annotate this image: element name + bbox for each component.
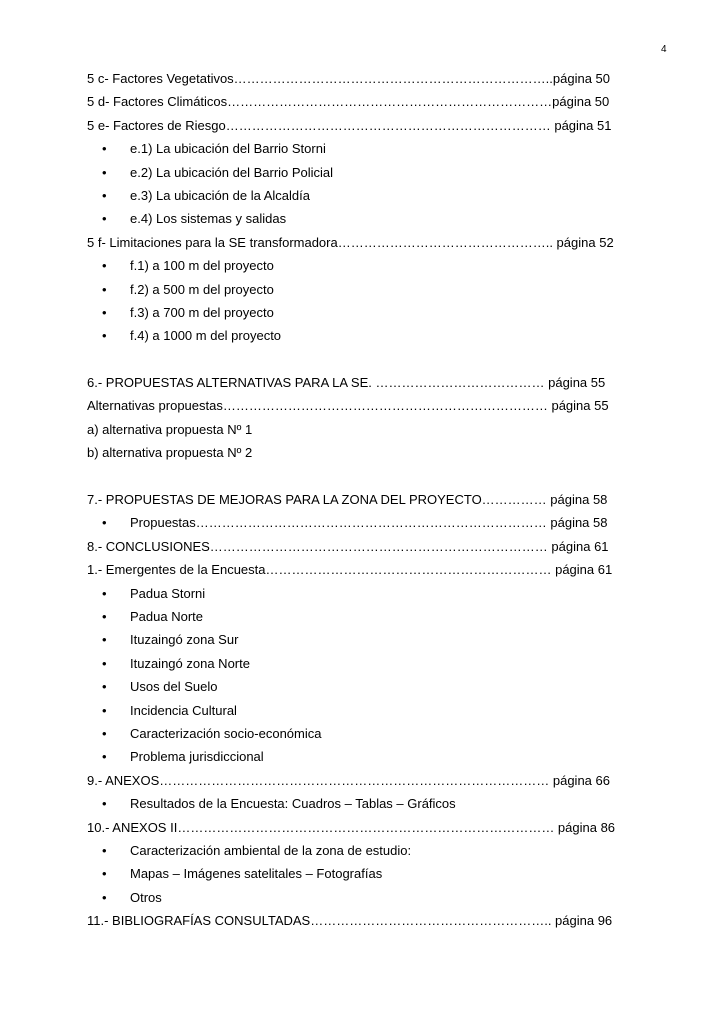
bullet-icon (102, 839, 130, 862)
toc-subitem (87, 862, 632, 885)
bullet-icon (102, 184, 130, 207)
bullet-icon (102, 301, 130, 324)
toc-subitem-text: f.3) a 700 m del proyecto (130, 304, 274, 320)
toc-entry: 9.- ANEXOS……………………………………………………………………………… página 66 (87, 772, 610, 788)
bullet-icon (102, 605, 130, 628)
toc-entry: 5 e- Factores de Riesgo………………………………………………………………… página 51 (87, 117, 612, 133)
bullet-icon (102, 745, 130, 768)
bullet-icon (102, 207, 130, 230)
toc-subitem (87, 652, 632, 675)
toc-subitem-text: f.2) a 500 m del proyecto (130, 281, 274, 297)
toc-subitem (87, 184, 632, 207)
toc-subitem (87, 511, 632, 534)
toc-subitem (87, 792, 632, 815)
toc-subitem (87, 628, 632, 651)
bullet-icon (102, 699, 130, 722)
bullet-icon (102, 161, 130, 184)
bullet-icon (102, 137, 130, 160)
toc-subitem (87, 699, 632, 722)
toc-subitem-text: Padua Storni (130, 585, 206, 601)
page-number: 4 (661, 44, 667, 55)
toc-subitem (87, 839, 632, 862)
toc-subitem-text: Ituzaingó zona Norte (130, 655, 250, 671)
toc-subitem-text: Mapas – Imágenes satelitales – Fotografías (130, 866, 383, 882)
toc-entry: b) alternativa propuesta Nº 2 (87, 445, 253, 461)
toc-subitem (87, 582, 632, 605)
toc-subitem-text: e.3) La ubicación de la Alcaldía (130, 187, 310, 203)
bullet-icon (102, 652, 130, 675)
bullet-icon (102, 511, 130, 534)
spacer (87, 348, 632, 371)
toc-subitem-text: e.2) La ubicación del Barrio Policial (130, 164, 334, 180)
toc-entry: 8.- CONCLUSIONES…………………………………………………………………… página 61 (87, 538, 609, 554)
toc-subitem-text: f.1) a 100 m del proyecto (130, 258, 274, 274)
toc-entry: 6.- PROPUESTAS ALTERNATIVAS PARA LA SE. ………………………………… página 55 (87, 375, 606, 391)
toc-subitem (87, 278, 632, 301)
bullet-icon (102, 254, 130, 277)
bullet-icon (102, 324, 130, 347)
bullet-icon (102, 675, 130, 698)
toc-subitem-text: Propuestas……………………………………………………………………… página 58 (130, 515, 608, 531)
toc-subitem (87, 137, 632, 160)
toc-subitem-text: Incidencia Cultural (130, 702, 237, 718)
toc-entry: 10.- ANEXOS II…………………………………………………………………………… página 86 (87, 819, 616, 835)
bullet-icon (102, 792, 130, 815)
toc-entry: 1.- Emergentes de la Encuesta………………………………………………………… página 61 (87, 562, 613, 578)
toc-subitem-text: Ituzaingó zona Sur (130, 632, 239, 648)
toc-subitem (87, 886, 632, 909)
toc-subitem (87, 301, 632, 324)
toc-subitem-text: Caracterización ambiental de la zona de estudio: (130, 842, 412, 858)
bullet-icon (102, 886, 130, 909)
toc-entry: 5 c- Factores Vegetativos………………………………………………………………..página 50 (87, 71, 611, 86)
toc-subitem-text: Problema jurisdiccional (130, 749, 264, 765)
toc-subitem-text: Padua Norte (130, 608, 203, 624)
toc-subitem (87, 207, 632, 230)
toc-subitem-text: Otros (130, 889, 162, 905)
toc-subitem-text: f.4) a 1000 m del proyecto (130, 328, 282, 344)
bullet-icon (102, 582, 130, 605)
bullet-icon (102, 862, 130, 885)
toc-subitem-text: e.4) Los sistemas y salidas (130, 211, 287, 227)
toc-entry: 11.- BIBLIOGRAFÍAS CONSULTADAS……………………………………………….. página 96 (87, 913, 613, 929)
toc-subitem-text: e.1) La ubicación del Barrio Storni (130, 141, 326, 157)
toc-entry: a) alternativa propuesta Nº 1 (87, 421, 253, 437)
table-of-contents (87, 67, 632, 932)
bullet-icon (102, 722, 130, 745)
toc-subitem (87, 745, 632, 768)
spacer (87, 465, 632, 488)
toc-subitem (87, 722, 632, 745)
toc-entry: 5 f- Limitaciones para la SE transformadora………………………………………….. página 52 (87, 234, 614, 250)
toc-subitem-text: Caracterización socio-económica (130, 725, 322, 741)
toc-subitem-text: Resultados de la Encuesta: Cuadros – Tablas – Gráficos (130, 796, 456, 812)
toc-subitem (87, 324, 632, 347)
toc-subitem (87, 161, 632, 184)
bullet-icon (102, 278, 130, 301)
toc-subitem-text: Usos del Suelo (130, 679, 218, 695)
toc-subitem (87, 675, 632, 698)
toc-subitem (87, 254, 632, 277)
toc-entry: 5 d- Factores Climáticos…………………………………………………………………página 50 (87, 94, 610, 110)
toc-subitem (87, 605, 632, 628)
bullet-icon (102, 628, 130, 651)
toc-entry: Alternativas propuestas………………………………………………………………… página 55 (87, 398, 609, 414)
toc-entry: 7.- PROPUESTAS DE MEJORAS PARA LA ZONA DEL PROYECTO…………… página 58 (87, 492, 608, 508)
